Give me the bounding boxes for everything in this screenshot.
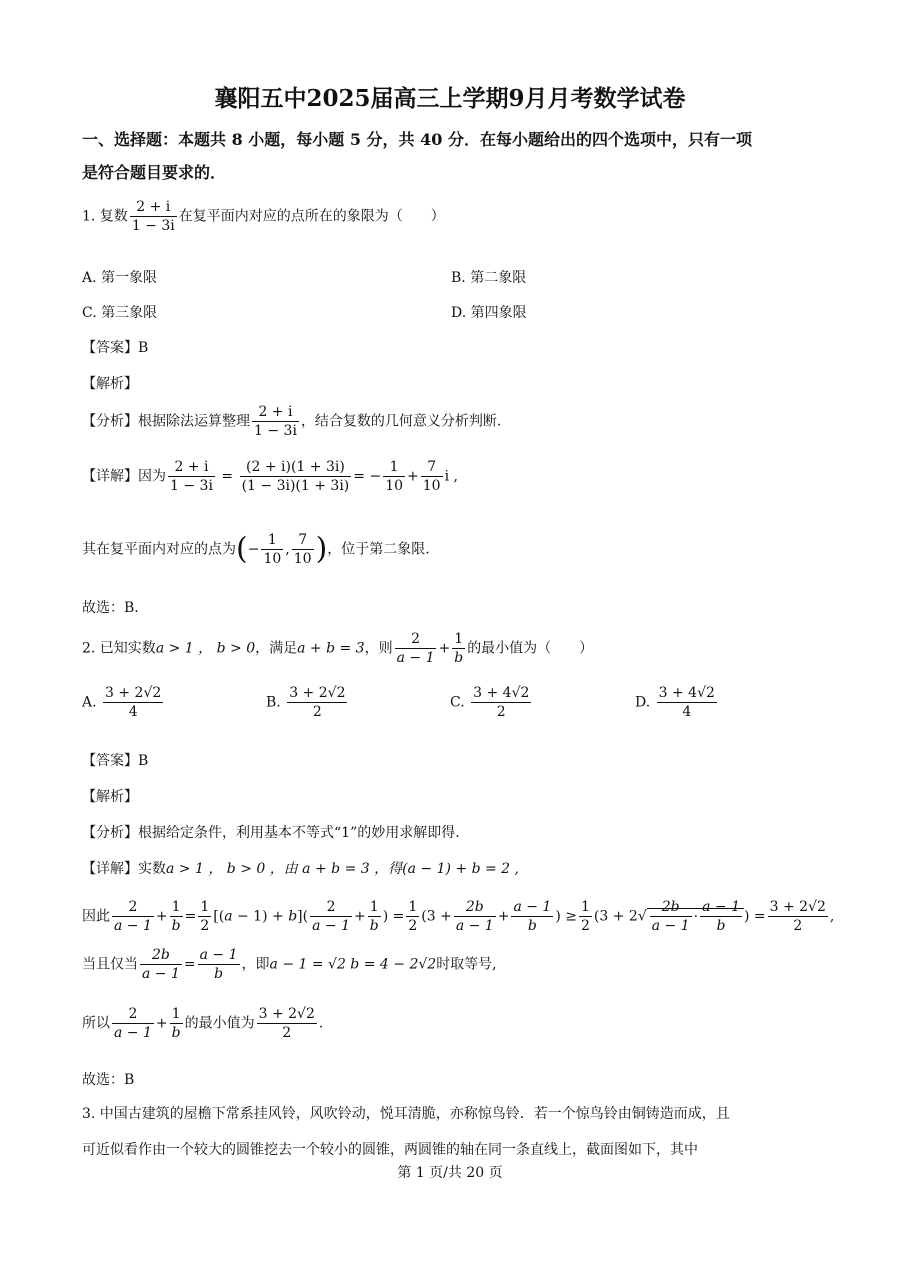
q1-point-frac1-num: 1 <box>261 531 283 550</box>
q2-option-d-den: 4 <box>682 704 692 720</box>
q2-option-a-num: 3 + 2√2 <box>105 685 162 701</box>
q2-detail-3-prefix: 当且仅当 <box>82 956 138 973</box>
page-footer: 第 1 页/共 20 页 <box>397 1165 503 1181</box>
page-title: 襄阳五中2025届高三上学期9月月考数学试卷 <box>214 85 686 112</box>
q1-point-lparen: ( <box>236 531 248 567</box>
q2-detail-4-result-num: 3 + 2√2 <box>258 1006 315 1022</box>
q2-option-b-frac <box>287 684 347 721</box>
q2-detail-2-prefix: 因此 <box>82 908 110 925</box>
q1-point-prefix: 其在复平面内对应的点为 <box>82 541 236 558</box>
q2-detail-4-result-den: 2 <box>282 1025 292 1041</box>
q2-detail-3-mid: ，即 <box>241 956 270 973</box>
q1-option-c: C. 第三象限 <box>82 305 158 321</box>
q2-option-d-frac <box>657 684 717 721</box>
q1-option-b: B. 第二象限 <box>451 270 527 286</box>
q2-option-d <box>635 684 719 721</box>
q2-detail-3-expr: a − 1 = √2 b = 4 − 2√2 <box>269 956 437 973</box>
q2-option-c <box>450 684 533 721</box>
q1-detail-tail: i , <box>444 468 458 485</box>
q1-fenxi-suffix: ，结合复数的几何意义分析判断. <box>300 413 502 430</box>
q2-stem-cond: a > 1 ， b > 0 <box>155 640 256 657</box>
q1-fraction <box>130 198 177 235</box>
q1-point-frac1 <box>261 531 283 568</box>
q1-detail: 【详解】因为 $\frac{2 + i}{1 - 3i}$ = $\frac{(2 + i)(1 + 3i)}{(1 - 3i)(1 + 3i)}$ = − $\frac{1}{10}$ + $\frac{7}{10}$ i , <box>82 459 458 494</box>
q1-detail-frac1-den: 1 − 3i <box>170 478 213 494</box>
q2-analysis-label: 【解析】 <box>82 789 138 805</box>
q1-point: 其在复平面内对应的点为(− $\frac{1}{10}$ , $\frac{7}{10}$ )，位于第二象限. <box>82 531 430 567</box>
q2-option-a-frac <box>103 684 163 721</box>
q1-detail-frac4-den: 10 <box>422 478 441 494</box>
q1-detail-frac1 <box>168 458 215 495</box>
q1-point-suffix: ，位于第二象限. <box>327 541 430 558</box>
q2-option-c-den: 2 <box>496 704 506 720</box>
q1-detail-frac3-num: 1 <box>383 458 405 477</box>
q1-option-a: A. 第一象限 <box>82 270 158 286</box>
q2-detail-4-tail: . <box>318 1015 324 1032</box>
q2-option-b-den: 2 <box>312 704 322 720</box>
q2-detail-3-tail: 时取等号, <box>436 956 497 973</box>
q1-frac-den: 1 − 3i <box>131 218 175 234</box>
q2-option-c-num: 3 + 4√2 <box>473 685 530 701</box>
question-2-stem: 2. 已知实数a > 1 ， b > 0，满足a + b = 3，则 $\frac{2}{a - 1}$ + $\frac{1}{b}$ 的最小值为（ ） <box>82 631 594 666</box>
q1-detail-prefix: 【详解】因为 <box>82 468 166 485</box>
q2-stem-tail: 的最小值为（ ） <box>467 640 594 657</box>
q1-point-frac2 <box>292 531 314 568</box>
q1-detail-frac4 <box>421 458 443 495</box>
q1-prefix: 1. 复数 <box>82 208 128 225</box>
q2-detail-1-mid: a > 1 ， b > 0 ，由 a + b = 3 ，得 <box>166 861 403 877</box>
q2-option-b <box>266 684 349 721</box>
q1-choose: 故选：B. <box>82 600 139 616</box>
q1-detail-rest: = − <box>353 468 382 485</box>
section-header-line2: 是符合题目要求的． <box>82 163 227 182</box>
q2-answer: 【答案】B <box>82 753 149 769</box>
q1-frac-num: 2 + i <box>130 198 177 217</box>
q2-stem-2: ，满足 <box>255 640 298 657</box>
q1-option-d: D. 第四象限 <box>451 305 527 321</box>
q2-stem-3: ，则 <box>364 640 393 657</box>
q2-detail-1 <box>82 858 519 878</box>
q1-suffix: 在复平面内对应的点所在的象限为（ ） <box>178 208 445 225</box>
q2-option-a-label: A. <box>82 694 97 711</box>
q2-stem-1: 2. 已知实数 <box>82 640 156 657</box>
q2-choose: 故选：B <box>82 1072 135 1088</box>
q2-detail-4-mid: 的最小值为 <box>184 1015 255 1032</box>
q2-option-a-den: 4 <box>128 704 138 720</box>
q1-detail-frac2 <box>240 458 352 495</box>
q3-line-2: 可近似看作由一个较大的圆锥挖去一个较小的圆锥，两圆锥的轴在同一条直线上，截面图如下，其中 <box>82 1142 698 1158</box>
q1-answer: 【答案】B <box>82 340 149 356</box>
q2-detail-1-prefix: 【详解】实数 <box>82 861 166 877</box>
q2-option-a <box>82 684 165 721</box>
q1-point-frac1-den: 10 <box>263 551 282 567</box>
q2-option-d-num: 3 + 4√2 <box>658 685 715 701</box>
q2-option-b-num: 3 + 2√2 <box>289 685 346 701</box>
q2-stem-frac1: $\frac{2}{a - 1}$ <box>396 631 435 666</box>
q1-fenxi-fraction <box>252 403 299 440</box>
q2-detail-2-result-den: 2 <box>793 918 803 934</box>
q1-point-frac2-den: 10 <box>293 551 312 567</box>
q1-detail-frac2-num: (2 + i)(1 + 3i) <box>240 458 352 477</box>
q2-stem-eq: a + b = 3 <box>297 640 365 657</box>
q2-detail-3: 当且仅当 $\frac{2b}{a - 1}$ = $\frac{a - 1}{b}$ ，即a − 1 = √2 b = 4 − 2√2时取等号, <box>82 947 497 982</box>
q2-detail-1-eq: (a − 1) + b = 2 , <box>402 861 519 877</box>
q1-point-frac2-num: 7 <box>292 531 314 550</box>
q2-option-b-label: B. <box>266 694 281 711</box>
q2-option-c-frac <box>471 684 531 721</box>
q3-line-1: 3. 中国古建筑的屋檐下常系挂风铃，风吹铃动，悦耳清脆，亦称惊鸟铃．若一个惊鸟铃由铜铸造而成，且 <box>82 1106 730 1122</box>
q2-option-d-label: D. <box>635 694 651 711</box>
q1-fenxi-frac-den: 1 − 3i <box>254 423 297 439</box>
q2-option-c-label: C. <box>450 694 465 711</box>
q1-fenxi <box>82 403 501 440</box>
q1-fenxi-frac-num: 2 + i <box>252 403 299 422</box>
q1-detail-frac3-den: 10 <box>385 478 404 494</box>
section-header-line1: 一、选择题：本题共 8 小题，每小题 5 分，共 40 分．在每小题给出的四个选项中，只有一项 <box>82 130 752 149</box>
q2-detail-2-result-num: 3 + 2√2 <box>769 899 826 915</box>
q2-fenxi: 【分析】根据给定条件，利用基本不等式“1”的妙用求解即得. <box>82 825 460 841</box>
q1-point-rparen: ) <box>315 531 328 567</box>
q1-detail-frac4-num: 7 <box>421 458 443 477</box>
q1-detail-frac1-num: 2 + i <box>168 458 215 477</box>
q2-stem-frac2: $\frac{1}{b}$ <box>454 631 464 666</box>
q2-detail-2-tail: , <box>829 908 835 925</box>
q2-detail-2: 因此 $\frac{2}{a - 1}$ + $\frac{1}{b}$ = $\frac{1}{2}$ [(a − 1) + b]( $\frac{2}{a - 1}$ + $\frac{1}{b}$ ) = $\frac{1}{2}$ (3 + $\frac{2b}{a - 1}$ + $\frac{a - 1}{b}$ ) ≥ $\frac{1}{2}$ (3 + 2√ $\frac{2b}{a - 1}$ · $\frac{a - 1}{b}$ ) = $\frac{3 + 2√2}{2}$ , <box>82 899 835 934</box>
q1-fenxi-prefix: 【分析】根据除法运算整理 <box>82 413 250 430</box>
q1-detail-frac3 <box>383 458 405 495</box>
question-1-stem <box>82 198 445 235</box>
q2-detail-4: 所以 $\frac{2}{a - 1}$ + $\frac{1}{b}$ 的最小值为 $\frac{3 + 2√2}{2}$ . <box>82 1006 324 1041</box>
q2-detail-4-prefix: 所以 <box>82 1015 110 1032</box>
q1-detail-frac2-den: (1 − 3i)(1 + 3i) <box>241 478 350 494</box>
q1-analysis-label: 【解析】 <box>82 376 138 392</box>
